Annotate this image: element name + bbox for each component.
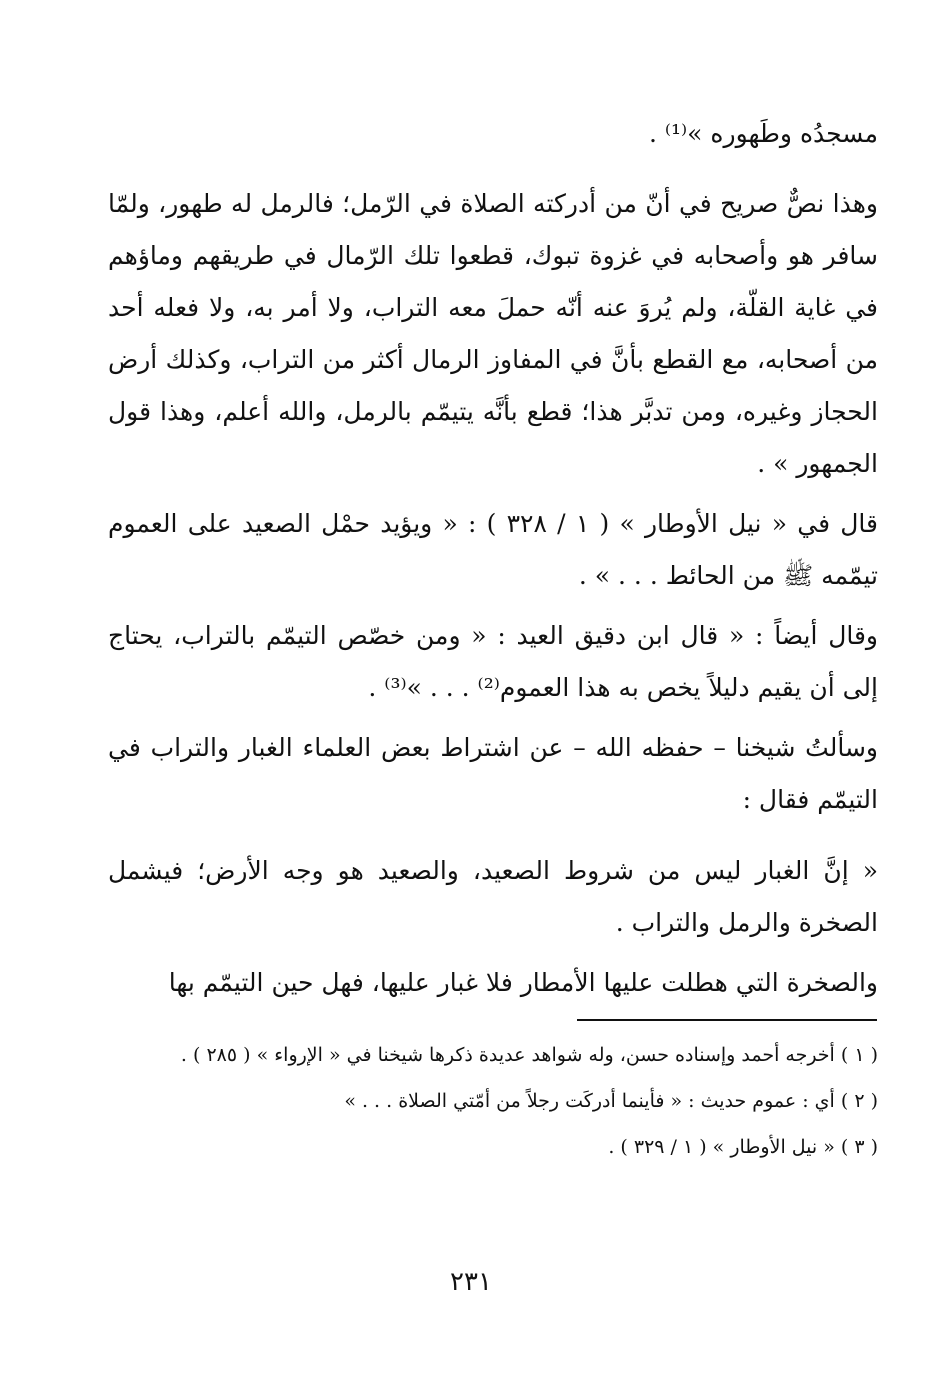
footnote-2: ( ٢ ) أي : عموم حديث : « فأينما أدركَت رجلاً من أمّتي الصلاة . . . » [344, 1090, 878, 1112]
paragraph-1 [108, 108, 878, 160]
paragraph-2-text: وهذا نصٌّ صريح في أنّ من أدركته الصلاة في الرّمل؛ فالرمل له طهور، ولمّا سافر هو وأصحابه في غزوة تبوك، قطعوا تلك الرّمال في طريقهم وماؤهم في غاية القلّة، ولم يُروَ عنه أنّه حملَ معه التراب، ولا أمر به، ولا فعله أحد من أصحابه، مع القطع بأنَّ في المفاوز الرمال أكثر من التراب، وكذلك أرض الحجاز وغيره، ومن تدبَّر هذا؛ قطع بأنَّه يتيمّم بالرمل، والله أعلم، وهذا قول الجمهور » . [108, 189, 878, 478]
paragraph-4-text: وقال أيضاً : « قال ابن دقيق العيد : « ومن خصّص التيمّم بالتراب، يحتاج إلى أن يقيم دليلاً يخص به هذا العموم⁽²⁾ . . . »⁽³⁾ . [108, 621, 878, 702]
footnotes [108, 1036, 878, 1166]
paragraph-3 [108, 498, 878, 602]
paragraph-7 [108, 957, 878, 1009]
paragraph-3-text: قال في « نيل الأوطار » ( ١ / ٣٢٨ ) : « ويؤيد حمْل الصعيد على العموم تيمّمه ﷺ من الحائط . . . » . [108, 509, 878, 590]
paragraph-4 [108, 610, 878, 714]
footnote-3: ( ٣ ) « نيل الأوطار » ( ١ / ٣٢٩ ) . [608, 1136, 878, 1158]
paragraph-6-text: « إنَّ الغبار ليس من شروط الصعيد، والصعيد هو وجه الأرض؛ فيشمل الصخرة والرمل والتراب . [108, 856, 878, 937]
paragraph-5 [108, 722, 878, 826]
footnote-1: ( ١ ) أخرجه أحمد وإسناده حسن، وله شواهد عديدة ذكرها شيخنا في « الإرواء » ( ٢٨٥ ) . [180, 1044, 878, 1066]
paragraph-5-text: وسألتُ شيخنا – حفظه الله – عن اشتراط بعض العلماء الغبار والتراب في التيمّم فقال : [108, 733, 878, 814]
footnote-divider [577, 1019, 877, 1021]
paragraph-2 [108, 178, 878, 490]
page-number: ٢٣١ [450, 1267, 492, 1297]
paragraph-1-text: مسجدُه وطَهوره »⁽¹⁾ . [648, 119, 878, 148]
paragraph-7-text: والصخرة التي هطلت عليها الأمطار فلا غبار عليها، فهل حين التيمّم بها [168, 968, 878, 997]
paragraph-6 [108, 845, 878, 949]
